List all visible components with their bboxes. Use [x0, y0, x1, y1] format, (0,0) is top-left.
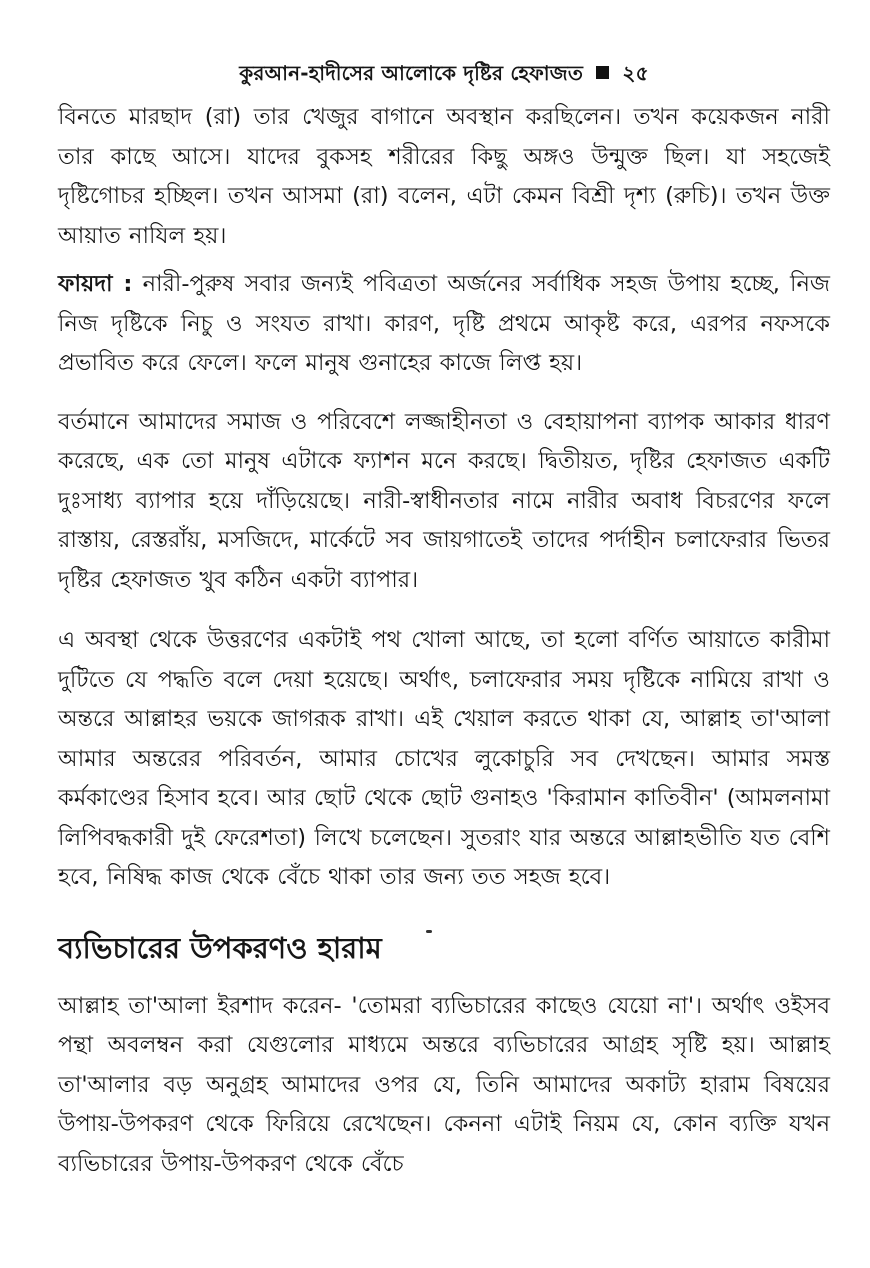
page-number: ২৫	[622, 61, 649, 85]
paragraph-4: এ অবস্থা থেকে উত্তরণের একটাই পথ খোলা আছে, তা হলো বর্ণিত আয়াতে কারীমা দুটিতে যে পদ্ধতি বলে দেয়া হয়েছে। অর্থাৎ, চলাফেরার সময় দৃষ্টিকে নামিয়ে রাখা ও অন্তরে আল্লাহর ভয়কে জাগরূক রাখা। এই খেয়াল করতে থাকা যে, আল্লাহ তা'আলা আমার অন্তরের পরিবর্তন, আমার চোখের লুকোচুরি সব দেখছেন। আমার সমস্ত কর্মকাণ্ডের হিসাব হবে। আর ছোট থেকে ছোট গুনাহও 'কিরামান কাতিবীন' (আমলনামা লিপিবদ্ধকারী দুই ফেরেশতা) লিখে চলেছেন। সুতরাং যার অন্তরে আল্লাহভীতি যত বেশি হবে, নিষিদ্ধ কাজ থেকে বেঁচে থাকা তার জন্য তত সহজ হবে।	[58, 627, 830, 890]
square-bullet-icon	[596, 66, 609, 79]
ink-speck	[426, 930, 432, 933]
running-header	[58, 58, 830, 98]
paragraph-3: বর্তমানে আমাদের সমাজ ও পরিবেশে লজ্জাহীনতা ও বেহায়াপনা ব্যাপক আকার ধারণ করেছে, এক তো মানুষ এটাকে ফ্যাশন মনে করছে। দ্বিতীয়ত, দৃষ্টির হেফাজত একটি দুঃসাধ্য ব্যাপার হয়ে দাঁড়িয়েছে। নারী-স্বাধীনতার নামে নারীর অবাধ বিচরণের ফলে রাস্তায়, রেস্তরাঁয়, মসজিদে, মার্কেটে সব জায়গাতেই তাদের পর্দাহীন চলাফেরার ভিতর দৃষ্টির হেফাজত খুব কঠিন একটা ব্যাপার।	[58, 408, 830, 593]
section-heading-text: ব্যভিচারের উপকরণও হারাম	[58, 930, 382, 965]
paragraph-1: বিনতে মারছাদ (রা) তার খেজুর বাগানে অবস্থান করছিলেন। তখন কয়েকজন নারী তার কাছে আসে। যাদের বুকসহ শরীরের কিছু অঙ্গও উন্মুক্ত ছিল। যা সহজেই দৃষ্টিগোচর হচ্ছিল। তখন আসমা (রা) বলেন, এটা কেমন বিশ্রী দৃশ্য (রুচি)। তখন উক্ত আয়াত নাযিল হয়।	[58, 104, 830, 249]
paragraph-2-text: নারী-পুরুষ সবার জন্যই পবিত্রতা অর্জনের সর্বাধিক সহজ উপায় হচ্ছে, নিজ নিজ দৃষ্টিকে নিচু ও সংযত রাখা। কারণ, দৃষ্টি প্রথমে আকৃষ্ট করে, এরপর নফসকে প্রভাবিত করে ফেলে। ফলে মানুষ গুনাহের কাজে লিপ্ত হয়।	[58, 271, 831, 376]
header-title: কুরআন-হাদীসের আলোকে দৃষ্টির হেফাজত	[239, 61, 584, 85]
paragraph-5: আল্লাহ তা'আলা ইরশাদ করেন- 'তোমরা ব্যভিচারের কাছেও যেয়ো না'। অর্থাৎ ওইসব পন্থা অবলম্বন করা যেগুলোর মাধ্যমে অন্তরে ব্যভিচারের আগ্রহ সৃষ্টি হয়। আল্লাহ তা'আলার বড় অনুগ্রহ আমাদের ওপর যে, তিনি আমাদের অকাট্য হারাম বিষয়ের উপায়-উপকরণ থেকে ফিরিয়ে রেখেছেন। কেননা এটাই নিয়ম যে, কোন ব্যক্তি যখন ব্যভিচারের উপায়-উপকরণ থেকে বেঁচে	[58, 992, 830, 1177]
section-heading	[58, 928, 830, 970]
paragraph-2	[58, 265, 830, 384]
benefit-label: ফায়দা :	[58, 271, 133, 297]
